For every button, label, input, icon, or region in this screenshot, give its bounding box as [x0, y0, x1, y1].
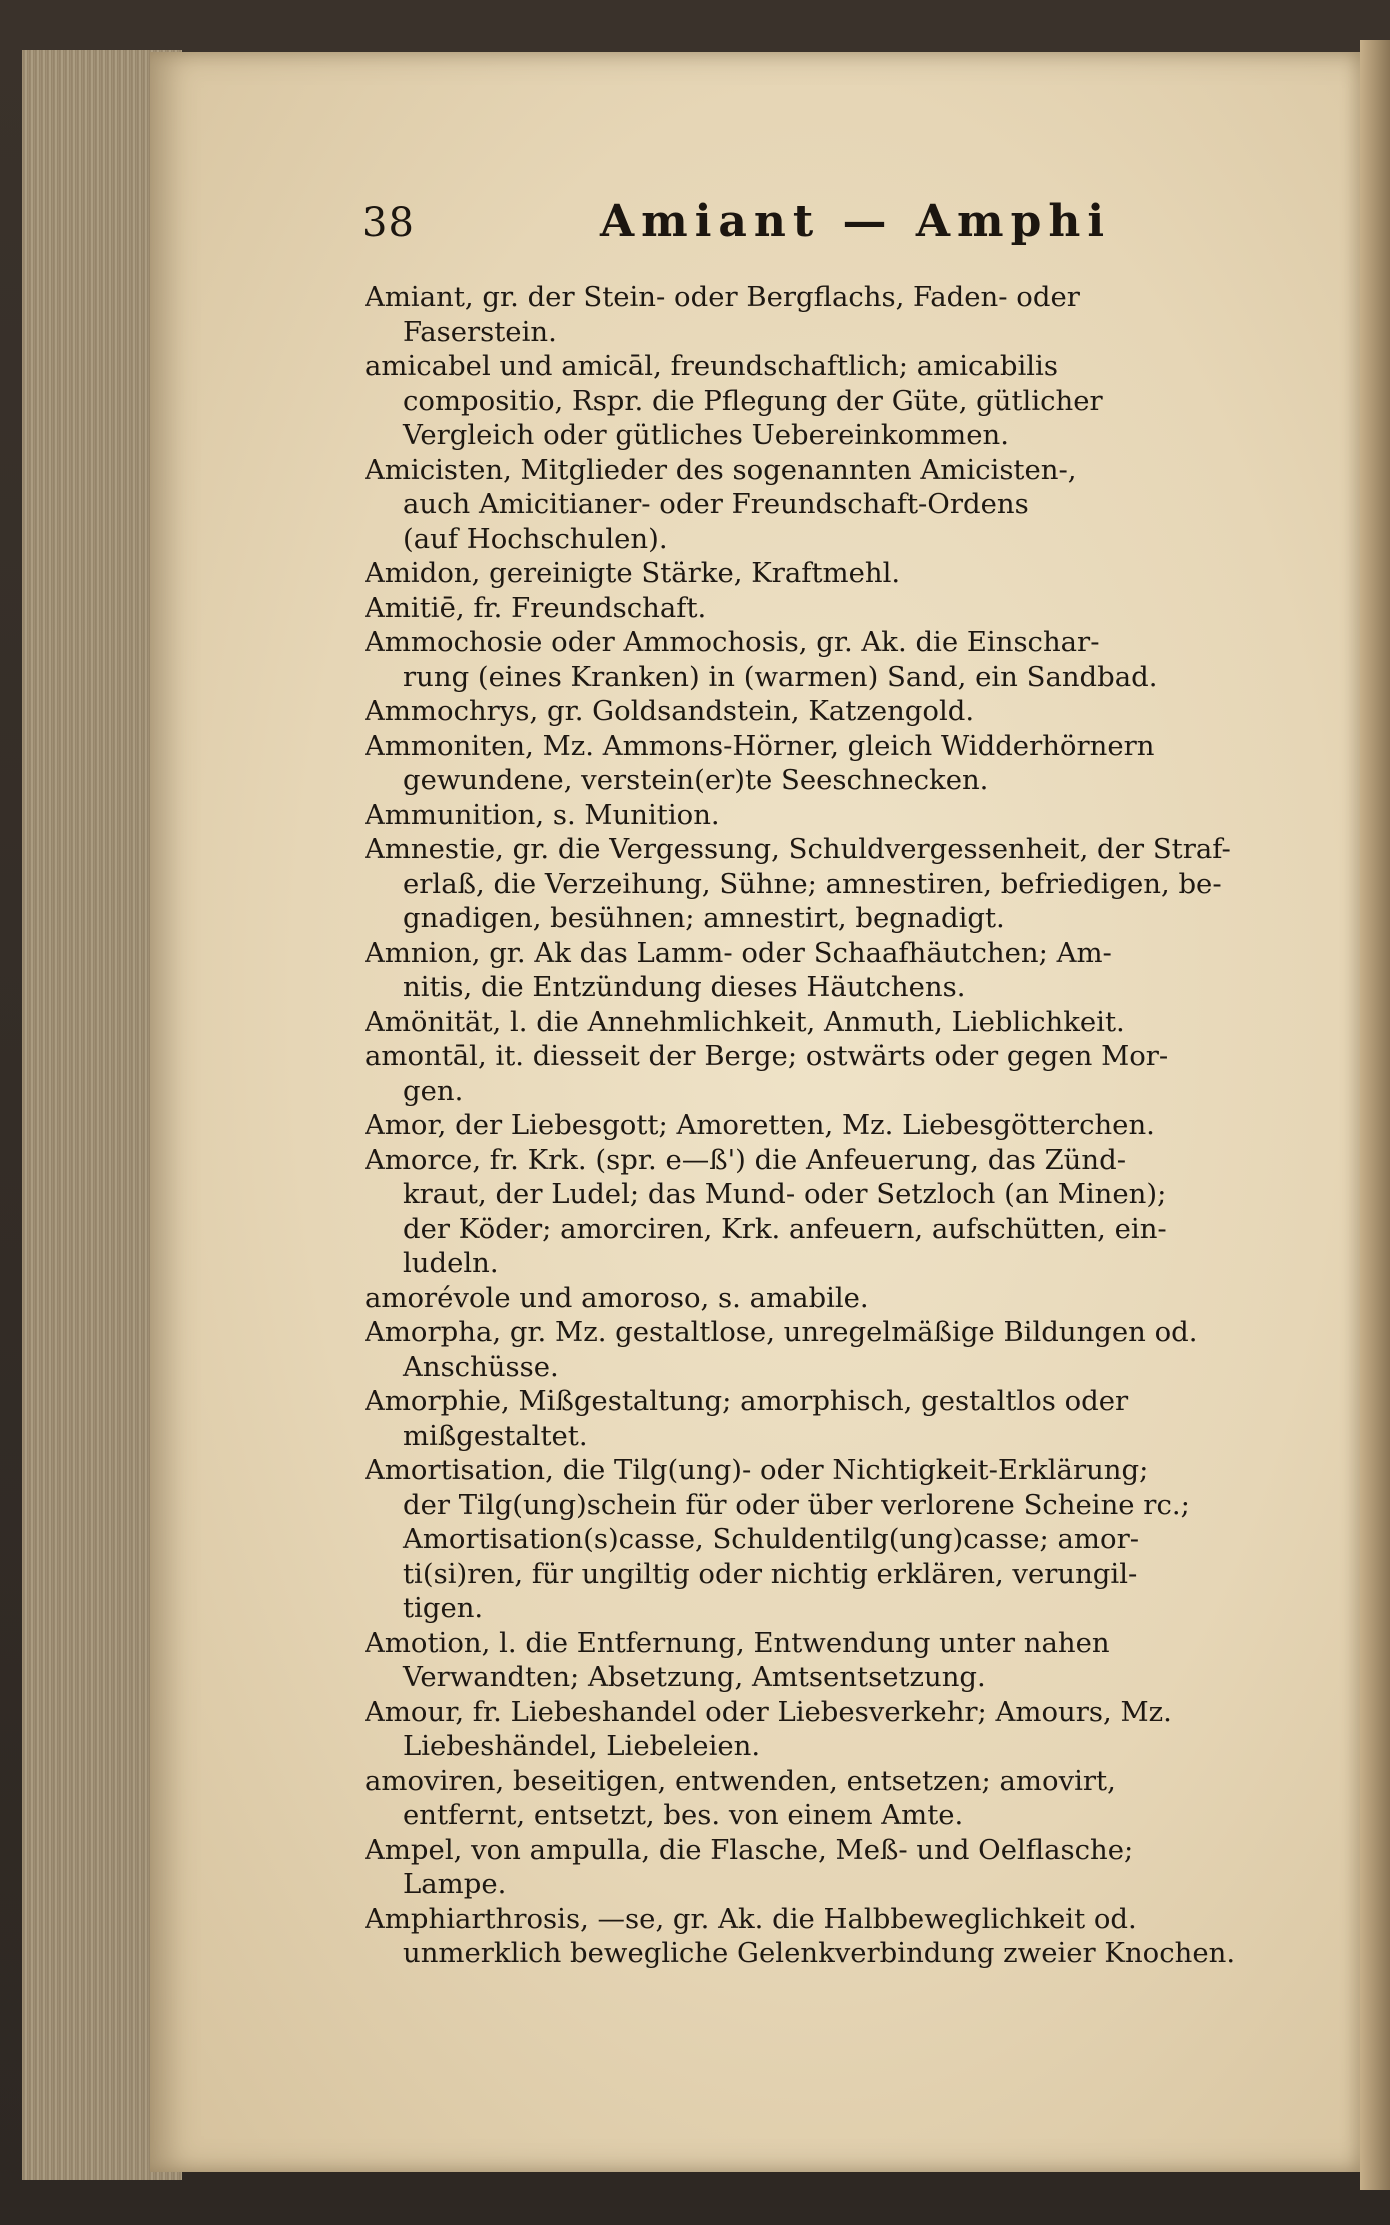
dictionary-entry — [365, 798, 1315, 833]
entry-headline: Amorphie, Mißgestaltung; amorphisch, gestaltlos oder — [365, 1385, 1129, 1417]
entry-continuation-line: erlaß, die Verzeihung, Sühne; amnestiren, befriedigen, be- — [403, 867, 1222, 900]
entry-continuation-line: unmerklich bewegliche Gelenkverbindung zweier Knochen. — [403, 1937, 1236, 1969]
dictionary-entry — [365, 453, 1315, 557]
entry-continuation-line: kraut, der Ludel; das Mund- oder Setzloch (an Minen); — [403, 1178, 1167, 1210]
entry-headline: Amicisten, Mitglieder des sogenannten Amicisten-, — [365, 453, 1077, 486]
entry-headline: Amour, fr. Liebeshandel oder Liebesverkehr; Amours, Mz. — [365, 1695, 1172, 1728]
entry-continuation-line: der Köder; amorciren, Krk. anfeuern, aufschütten, ein- — [403, 1212, 1167, 1245]
entry-headline: Amnion, gr. Ak das Lamm- oder Schaafhäutchen; Am- — [365, 936, 1112, 969]
entry-continuation-line: Amortisation(s)casse, Schuldentilg(ung)casse; amor- — [403, 1523, 1140, 1555]
dictionary-entry — [365, 729, 1315, 798]
entry-headline: Amorce, fr. Krk. (spr. e—ß') die Anfeuerung, das Zünd- — [365, 1143, 1127, 1176]
dictionary-entry — [365, 1902, 1315, 1971]
entry-continuation-line: der Tilg(ung)schein für oder über verlorene Scheine rc.; — [403, 1488, 1190, 1521]
entry-headline: Ammochosie oder Ammochosis, gr. Ak. die Einschar- — [365, 626, 1100, 658]
entry-continuation-line: gnadigen, besühnen; amnestirt, begnadigt. — [403, 902, 1005, 934]
entry-continuation-line: Liebeshändel, Liebeleien. — [403, 1730, 761, 1762]
dictionary-entry — [365, 1281, 1315, 1316]
entry-headline: Ammoniten, Mz. Ammons-Hörner, gleich Widderhörnern — [365, 729, 1155, 762]
entry-continuation-line: auch Amicitianer- oder Freundschaft-Ordens — [403, 488, 1029, 520]
facing-page-edge — [1360, 40, 1390, 2190]
dictionary-entry — [365, 1315, 1315, 1384]
entry-headline: amicabel und amicāl, freundschaftlich; amicabilis — [365, 350, 1058, 382]
entry-headline: Amidon, gereinigte Stärke, Kraftmehl. — [365, 557, 901, 589]
dictionary-entry — [365, 1039, 1315, 1108]
entry-continuation-line: tigen. — [403, 1592, 484, 1624]
entry-continuation-line: entfernt, entsetzt, bes. von einem Amte. — [403, 1799, 964, 1831]
entry-continuation-line: Anschüsse. — [403, 1350, 559, 1383]
entry-headline: Amnestie, gr. die Vergessung, Schuldvergessenheit, der Straf- — [365, 833, 1231, 865]
entry-continuation-line: Lampe. — [403, 1868, 507, 1900]
entry-headline: Amiant, gr. der Stein- oder Bergflachs, Faden- oder — [365, 281, 1080, 313]
entry-continuation-line: mißgestaltet. — [403, 1419, 588, 1452]
entry-headline: Amönität, l. die Annehmlichkeit, Anmuth, Lieblichkeit. — [365, 1005, 1125, 1038]
entry-headline: Amitiē, fr. Freundschaft. — [365, 591, 707, 624]
entry-headline: amorévole und amoroso, s. amabile. — [365, 1281, 869, 1314]
dictionary-entry — [365, 1764, 1315, 1833]
entry-continuation-line: nitis, die Entzündung dieses Häutchens. — [403, 971, 966, 1003]
entry-continuation-line: Vergleich oder gütliches Uebereinkommen. — [403, 419, 1009, 451]
dictionary-entry — [365, 349, 1315, 453]
entry-headline: Amorpha, gr. Mz. gestaltlose, unregelmäßige Bildungen od. — [365, 1316, 1198, 1348]
entry-continuation-line: ludeln. — [403, 1247, 499, 1279]
entry-continuation-line: (auf Hochschulen). — [403, 522, 668, 555]
entry-continuation-line: gewundene, verstein(er)te Seeschnecken. — [403, 764, 989, 796]
page-number: 38 — [362, 200, 415, 246]
dictionary-text — [365, 280, 1315, 1971]
dictionary-entry — [365, 936, 1315, 1005]
dictionary-entry — [365, 1695, 1315, 1764]
entry-continuation-line: Faserstein. — [403, 315, 557, 348]
entry-headline: Ammunition, s. Munition. — [365, 798, 720, 831]
dictionary-entry — [365, 1005, 1315, 1040]
entry-continuation-line: Verwandten; Absetzung, Amtsentsetzung. — [403, 1661, 986, 1693]
dictionary-entry — [365, 591, 1315, 626]
dictionary-entry — [365, 1384, 1315, 1453]
entry-headline: amoviren, beseitigen, entwenden, entsetzen; amovirt, — [365, 1764, 1116, 1797]
entry-headline: Amortisation, die Tilg(ung)- oder Nichtigkeit-Erklärung; — [365, 1454, 1149, 1486]
entry-continuation-line: gen. — [403, 1074, 464, 1107]
dictionary-entry — [365, 1833, 1315, 1902]
entry-continuation-line: rung (eines Kranken) in (warmen) Sand, ein Sandbad. — [403, 660, 1158, 693]
dictionary-entry — [365, 694, 1315, 729]
entry-headline: Ammochrys, gr. Goldsandstein, Katzengold. — [365, 695, 975, 727]
entry-headline: Amor, der Liebesgott; Amoretten, Mz. Liebesgötterchen. — [365, 1109, 1155, 1141]
dictionary-entry — [365, 280, 1315, 349]
dictionary-entry — [365, 625, 1315, 694]
dictionary-entry — [365, 832, 1315, 936]
running-head: Amiant — Amphi — [600, 196, 1112, 247]
entry-headline: amontāl, it. diesseit der Berge; ostwärts oder gegen Mor- — [365, 1040, 1169, 1072]
entry-continuation-line: ti(si)ren, für ungiltig oder nichtig erklären, verungil- — [403, 1557, 1138, 1590]
dictionary-entry — [365, 1143, 1315, 1281]
entry-headline: Ampel, von ampulla, die Flasche, Meß- und Oelflasche; — [365, 1833, 1134, 1866]
dictionary-entry — [365, 1626, 1315, 1695]
entry-continuation-line: compositio, Rspr. die Pflegung der Güte, gütlicher — [403, 384, 1103, 417]
dictionary-entry — [365, 1108, 1315, 1143]
dictionary-entry — [365, 1453, 1315, 1626]
dictionary-entry — [365, 556, 1315, 591]
entry-headline: Amotion, l. die Entfernung, Entwendung unter nahen — [365, 1626, 1110, 1659]
entry-headline: Amphiarthrosis, —se, gr. Ak. die Halbbeweglichkeit od. — [365, 1902, 1137, 1935]
